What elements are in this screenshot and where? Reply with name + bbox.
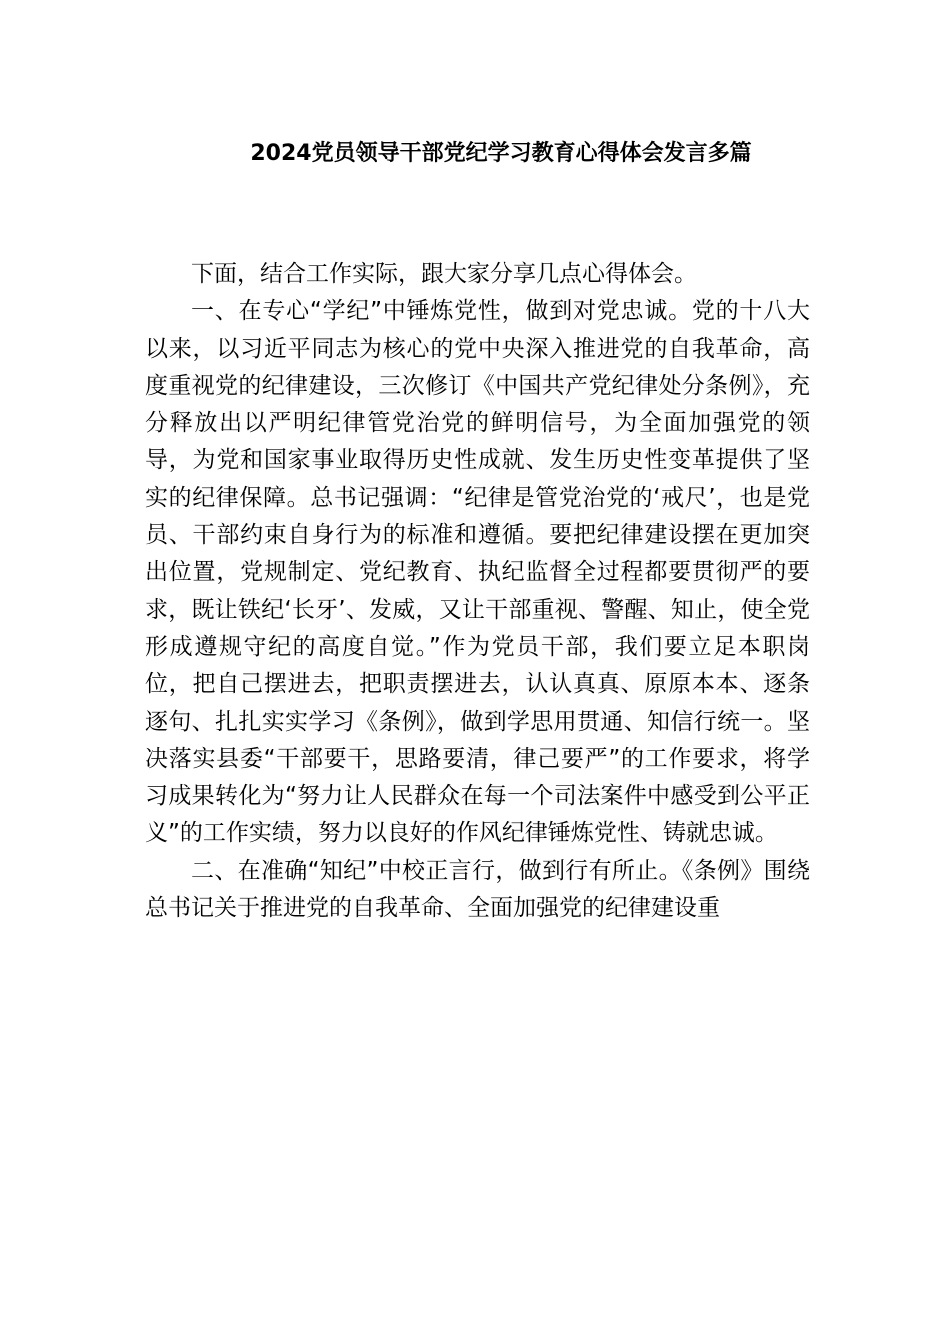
- document-body: [145, 256, 810, 927]
- paragraph-section-two: 二、在准确“知纪”中校正言行，做到行有所止。《条例》围绕总书记关于推进党的自我革命、全面加强党的纪律建设重: [145, 857, 810, 922]
- paragraph-section-one: 一、在专心“学纪”中锤炼党性，做到对党忠诚。党的十八大以来，以习近平同志为核心的党中央深入推进党的自我革命，高度重视党的纪律建设，三次修订《中国共产党纪律处分条例》，充分释放出以严明纪律管党治党的鲜明信号，为全面加强党的领导，为党和国家事业取得历史性成就、发生历史性变革提供了坚实的纪律保障。总书记强调：“纪律是管党治党的‘戒尺’，也是党员、干部约束自身行为的标准和遵循。要把纪律建设摆在更加突出位置，党规制定、党纪教育、执纪监督全过程都要贯彻严的要求，既让铁纪‘长牙’、发威，又让干部重视、警醒、知止，使全党形成遵规守纪的高度自觉。”作为党员干部，我们要立足本职岗位，把自己摆进去，把职责摆进去，认认真真、原原本本、逐条逐句、扎扎实实学习《条例》，做到学思用贯通、知信行统一。坚决落实县委“干部要干，思路要清，律己要严”的工作要求，将学习成果转化为“努力让人民群众在每一个司法案件中感受到公平正义”的工作实绩，努力以良好的作风纪律锤炼党性、铸就忠诚。: [145, 298, 810, 847]
- document-title: 2024党员领导干部党纪学习教育心得体会发言多篇: [250, 141, 752, 166]
- paragraph-intro: 下面，结合工作实际，跟大家分享几点心得体会。: [191, 261, 697, 287]
